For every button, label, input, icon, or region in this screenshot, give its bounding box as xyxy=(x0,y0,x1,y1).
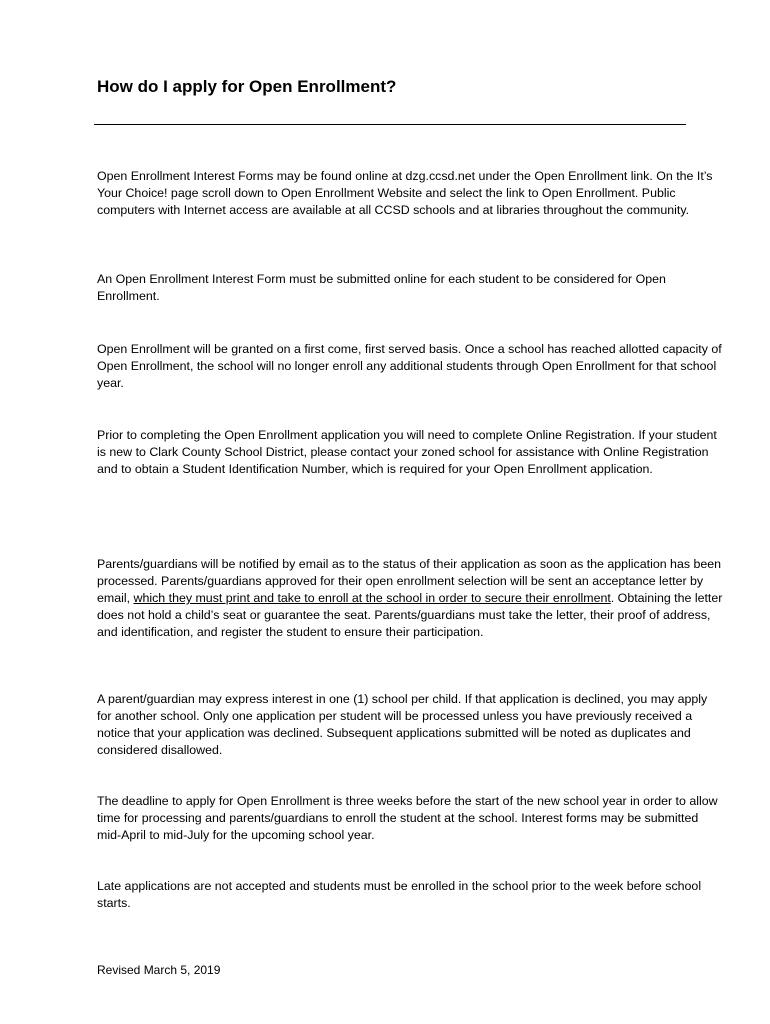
revision-date: Revised March 5, 2019 xyxy=(97,963,221,977)
notification-text-part2: . Obtaining the letter does not hold a child’s seat or guarantee the seat. Parents/guardians must take the letter, their proof of address, and identification, and register the student to ensure their participation. xyxy=(97,591,723,639)
notification-text-part1: Parents/guardians will be notified by email as to the status of their application as soon as the application has been processed. Parents/guardians approved for their open enrollment selection will be sent an acceptance letter by email, xyxy=(97,557,722,605)
paragraph-submit-online: An Open Enrollment Interest Form must be submitted online for each student to be considered for Open Enrollment. xyxy=(97,272,666,303)
page-title: How do I apply for Open Enrollment? xyxy=(97,77,397,96)
paragraph-online-registration: Prior to completing the Open Enrollment application you will need to complete Online Registration. If your student is new to Clark County School District, please contact your zoned school for assistance with Online Registration and to obtain a Student Identification Number, which is required for your Open Enrollment application. xyxy=(97,428,717,476)
title-divider xyxy=(94,124,686,125)
paragraph-deadline: The deadline to apply for Open Enrollment is three weeks before the start of the new school year in order to allow time for processing and parents/guardians to enroll the student at the school. Interest forms may be submitted mid-April to mid-July for the upcoming school year. xyxy=(97,794,718,842)
paragraph-one-school-per-child: A parent/guardian may express interest in one (1) school per child. If that application is declined, you may apply for another school. Only one application per student will be processed unless you have previously received a notice that your application was declined. Subsequent applications submitted will be noted as duplicates and considered disallowed. xyxy=(97,692,708,757)
paragraph-interest-forms: Open Enrollment Interest Forms may be found online at dzg.ccsd.net under the Open Enrollment link. On the It’s Your Choice! page scroll down to Open Enrollment Website and select the link to Open Enrollment. Public computers with Internet access are available at all CCSD schools and at libraries throughout the community. xyxy=(97,169,713,217)
notification-underlined-text: which they must print and take to enroll at the school in order to secure their enrollment xyxy=(133,591,611,605)
paragraph-notification xyxy=(97,556,723,641)
paragraph-late-applications: Late applications are not accepted and students must be enrolled in the school prior to the week before school starts. xyxy=(97,879,702,910)
paragraph-first-come: Open Enrollment will be granted on a first come, first served basis. Once a school has reached allotted capacity of Open Enrollment, the school will no longer enroll any additional students through Open Enrollment for that school year. xyxy=(97,342,722,390)
